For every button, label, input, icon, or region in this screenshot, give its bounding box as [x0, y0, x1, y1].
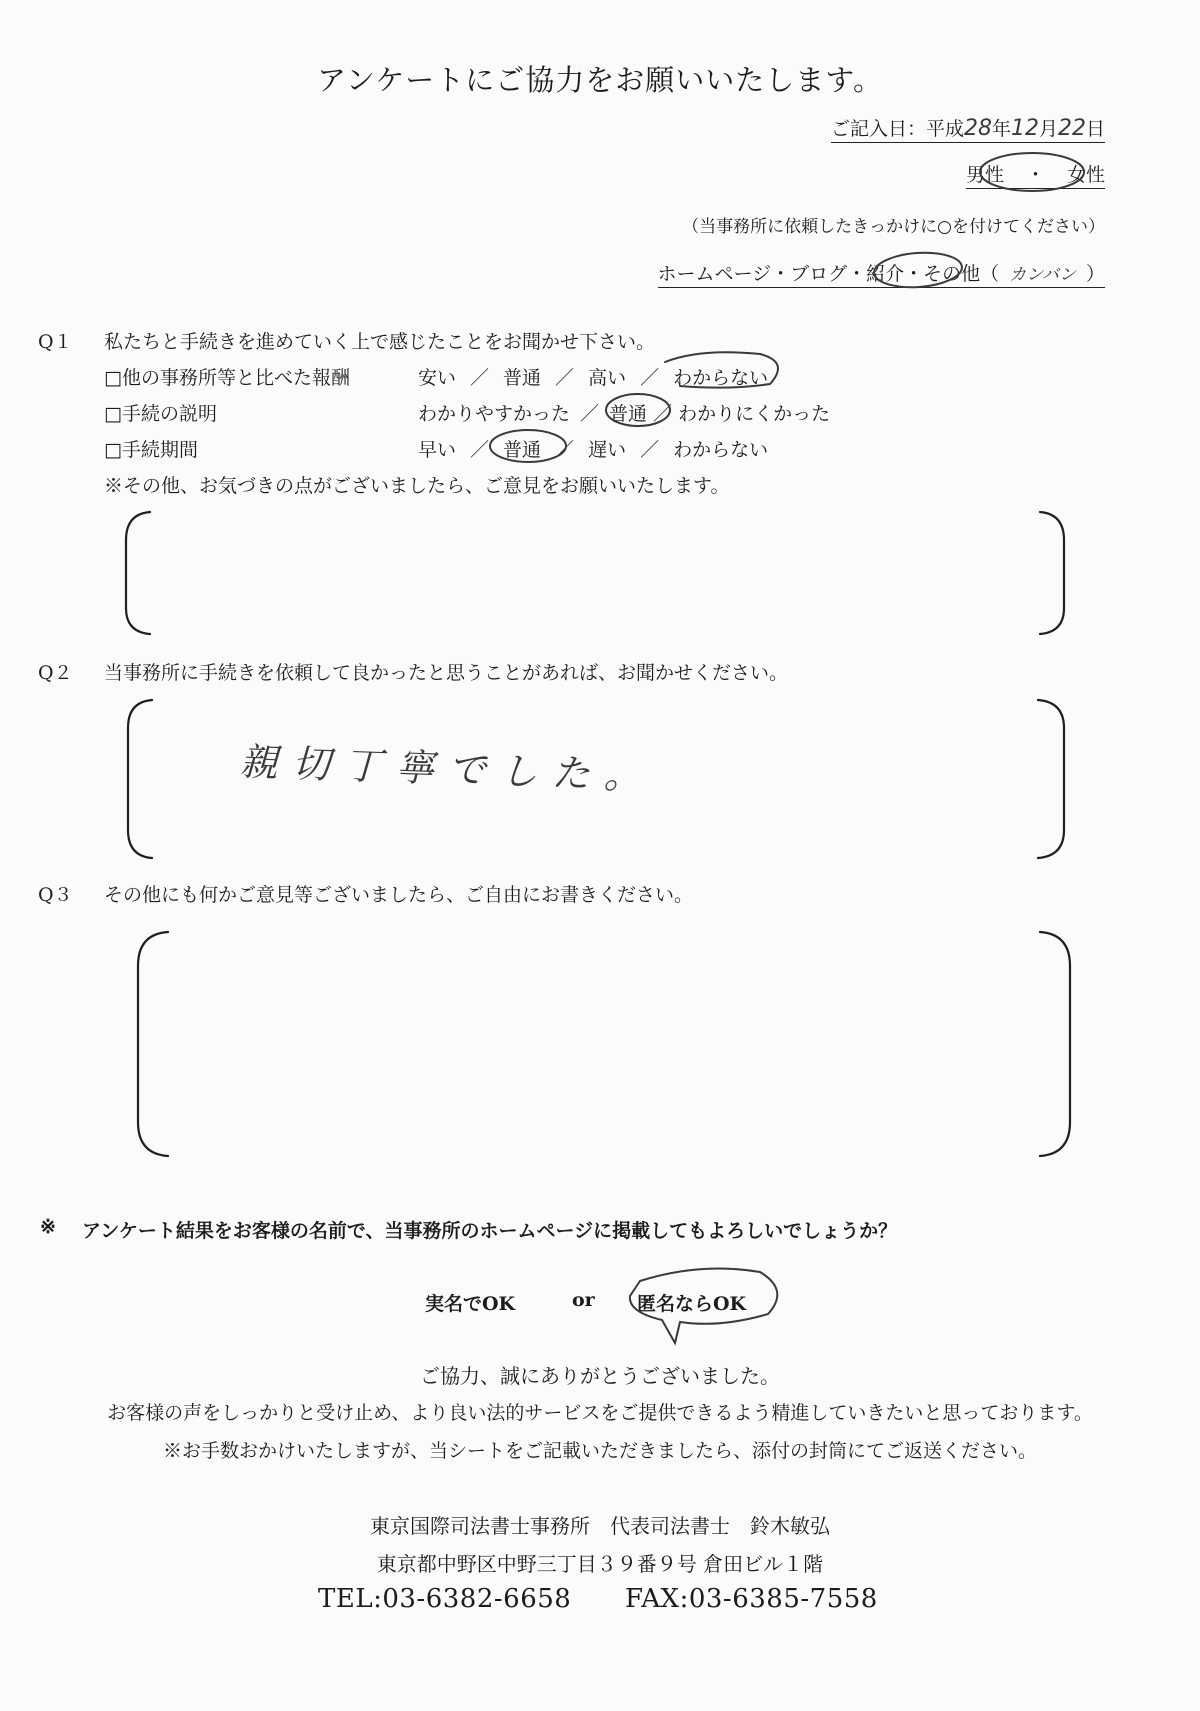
date-year-unit: 年	[991, 118, 1011, 140]
option-normal[interactable]: 普通	[609, 403, 648, 425]
option-clear[interactable]: わかりやすかった	[418, 403, 571, 425]
option-fast[interactable]: 早い	[418, 439, 457, 461]
option-expensive[interactable]: 高い	[588, 367, 627, 389]
trigger-field	[658, 263, 1105, 288]
publish-question: アンケート結果をお客様の名前で、当事務所のホームページに掲載してもよろしいでしょうか？	[82, 1220, 898, 1242]
date-line	[831, 114, 1105, 141]
q1-row-period-options: 早い ／ 普通 ／ 遅い ／ わからない	[418, 439, 769, 461]
option-slow[interactable]: 遅い	[588, 439, 627, 461]
date-month: 12	[1010, 116, 1039, 141]
gender-line	[966, 160, 1105, 187]
thanks-line-1: ご協力、誠にありがとうございました。	[420, 1364, 780, 1388]
q2-box-left-bracket	[128, 700, 152, 858]
publish-or: or	[572, 1289, 595, 1311]
q1-note: ※その他、お気づきの点がございましたら、ご意見をお願いいたします。	[104, 475, 730, 497]
office-fax: FAX:03-6385-7558	[625, 1584, 878, 1614]
q2-box-right-bracket	[1038, 700, 1064, 858]
q1-box-left-bracket	[126, 512, 150, 634]
gender-separator: ・	[1025, 164, 1045, 186]
option-unknown[interactable]: わからない	[673, 367, 769, 389]
publish-option-real-name[interactable]: 実名でOK	[425, 1293, 516, 1315]
option-cheap[interactable]: 安い	[418, 367, 457, 389]
office-address: 東京都中野区中野三丁目３９番９号 倉田ビル１階	[376, 1552, 824, 1576]
q1-row-explanation-options: わかりやすかった ／ 普通 ／ わかりにくかった	[418, 403, 831, 425]
q1-row-explanation-label: □手続の説明	[104, 403, 217, 425]
q1-box-right-bracket	[1040, 512, 1064, 634]
date-field[interactable]	[831, 118, 1105, 143]
date-year: 28	[963, 116, 992, 141]
q1-row-fee-label: □他の事務所等と比べた報酬	[104, 367, 350, 389]
thanks-line-3: ※お手数おかけいたしますが、当シートをご記載いただきましたら、添付の封筒にてご返送ください。	[162, 1440, 1037, 1462]
option-normal[interactable]: 普通	[503, 439, 542, 461]
q3-number: Q３	[38, 884, 73, 906]
option-normal[interactable]: 普通	[503, 367, 542, 389]
q2-text: 当事務所に手続きを依頼して良かったと思うことがあれば、お聞かせください。	[104, 662, 789, 684]
trigger-paren-close: ）	[1085, 263, 1105, 285]
option-unclear[interactable]: わかりにくかった	[678, 403, 831, 425]
date-day: 22	[1057, 116, 1086, 141]
q1-row-period-label: □手続期間	[104, 439, 198, 461]
trigger-other-answer[interactable]: カンバン	[1009, 265, 1076, 285]
q1-row-fee-options: 安い ／ 普通 ／ 高い ／ わからない	[418, 367, 769, 389]
gender-field	[966, 164, 1105, 189]
publish-mark: ※	[40, 1216, 56, 1238]
q1-number: Q１	[38, 331, 73, 353]
q1-text: 私たちと手続きを進めていく上で感じたことをお聞かせ下さい。	[104, 331, 656, 353]
gender-female[interactable]: 女性	[1066, 164, 1105, 186]
date-month-unit: 月	[1038, 118, 1058, 140]
date-day-unit: 日	[1085, 118, 1105, 140]
trigger-line	[658, 259, 1105, 286]
trigger-paren-open: （	[980, 263, 1000, 285]
date-label: ご記入日：平成	[830, 118, 964, 140]
page-title: アンケートにご協力をお願いいたします。	[317, 63, 883, 97]
q3-box-left-bracket	[138, 932, 168, 1156]
publish-option-anonymous[interactable]: 匿名ならOK	[637, 1293, 747, 1315]
trigger-other[interactable]: その他	[923, 263, 981, 285]
q2-number: Q２	[38, 662, 73, 684]
thanks-line-2: お客様の声をしっかりと受け止め、より良い法的サービスをご提供できるよう精進していきたいと思っております。	[107, 1402, 1093, 1424]
q2-answer-area[interactable]: 親切丁寧でした。	[239, 739, 657, 799]
trigger-options[interactable]: ホームページ・ブログ・紹介・	[657, 263, 924, 285]
option-unknown[interactable]: わからない	[673, 439, 769, 461]
trigger-instruction: （当事務所に依頼したきっかけに○を付けてください）	[682, 217, 1105, 237]
q3-box-right-bracket	[1040, 932, 1070, 1156]
office-name: 東京国際司法書士事務所 代表司法書士 鈴木敏弘	[370, 1514, 830, 1538]
office-tel: TEL:03-6382-6658	[318, 1584, 572, 1614]
q3-text: その他にも何かご意見等ございましたら、ご自由にお書きください。	[104, 884, 694, 906]
gender-male[interactable]: 男性	[965, 164, 1004, 186]
